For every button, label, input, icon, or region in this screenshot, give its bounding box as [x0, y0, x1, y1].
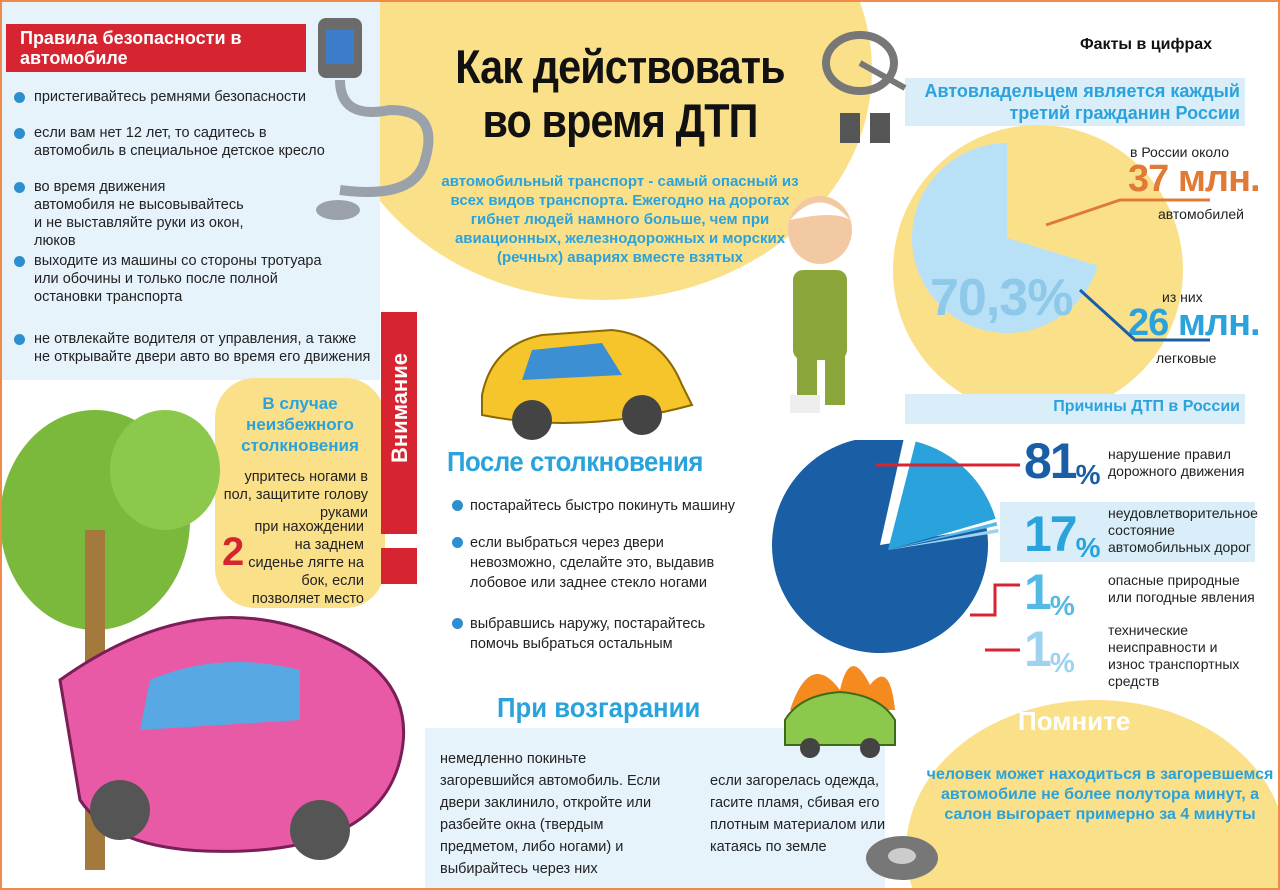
yellow-car-illustration: [462, 305, 702, 445]
tire-icon: [862, 830, 942, 885]
after-item: постарайтесь быстро покинуть машину: [452, 496, 752, 516]
remember-title: Помните: [1018, 706, 1131, 736]
rule-item: если вам нет 12 лет, то садитесь в автомобиль в специальное детское кресло: [14, 124, 344, 160]
cause-callout-lines: [870, 455, 1030, 665]
bullet-icon: [14, 256, 25, 267]
tree-and-car-illustration: [0, 353, 420, 890]
owner-fact: Автовладельцем является каждый третий гражданин России: [924, 81, 1240, 123]
callout-lines: [1040, 180, 1220, 350]
bullet-icon: [14, 128, 25, 139]
bullet-icon: [14, 334, 25, 345]
burning-car-illustration: [770, 650, 910, 760]
total-cars-unit: автомобилей: [1158, 206, 1244, 222]
owners-percent: 70,3%: [930, 269, 1073, 327]
bullet-icon: [452, 537, 463, 548]
intro-text: автомобильный транспорт - самый опасный из всех видов транспорта. Ежегодно на дорогах гибнет людей намного больше, чем при авиационных, железнодорожных и морских (речных) авариях вместе взятых: [441, 173, 799, 266]
fire-text-left: немедленно покиньте загоревшийся автомобиль. Если двери заклинило, откройте или разбейте окна (твердым предметом, либо ногами) и выбирайтесь через них: [440, 751, 661, 877]
after-item: если выбраться через двери невозможно, сделайте это, выдавив лобовое или заднее стекло ногами: [452, 533, 752, 593]
rule-item: выходите из машины со стороны тротуара или обочины и только после полной остановки транспорта: [14, 252, 344, 306]
page-title: Как действовать во время ДТП: [455, 40, 785, 147]
steering-wheel-illustration: [810, 18, 920, 148]
total-cars-value: 37 млн.: [1128, 158, 1260, 200]
facts-header: Факты в цифрах: [1080, 36, 1213, 53]
rule-item: не отвлекайте водителя от управления, а также не открывайте двери авто во время его движения: [14, 330, 374, 366]
cause-value-4: $1_{\%}$: [1024, 621, 1073, 678]
bullet-icon: [452, 500, 463, 511]
cause-label-3: опасные природные или погодные явления: [1108, 572, 1255, 605]
cause-label-2: неудовлетворительное состояние автомобильных дорог: [1108, 505, 1258, 555]
attention-label: Внимание: [387, 353, 412, 463]
step-text-2: при нахождении на заднем сиденье лягте на бок, если позволяет место: [248, 519, 364, 607]
injured-person-illustration: [765, 190, 875, 420]
cause-label-1: нарушение правил дорожного движения: [1108, 446, 1245, 479]
fire-title: При возгарании: [497, 692, 701, 723]
step-number-2: 2: [222, 530, 245, 574]
rule-item: пристегивайтесь ремнями безопасности: [14, 88, 364, 106]
cause-value-3: $1_{\%}$: [1024, 564, 1073, 621]
bullet-icon: [14, 92, 25, 103]
of-them-label: из них: [1162, 289, 1203, 305]
cause-label-4: технические неисправности и износ транспортных средств: [1108, 622, 1240, 689]
step-text-1: упритесь ногами в пол, защитите голову руками: [223, 469, 368, 521]
bullet-icon: [14, 182, 25, 193]
after-item: выбравшись наружу, постарайтесь помочь выбраться остальным: [452, 614, 752, 654]
after-collision-title: После столкновения: [447, 446, 703, 477]
passenger-cars-value: 26 млн.: [1128, 302, 1260, 344]
russia-prefix: в России около: [1130, 144, 1230, 160]
cause-value-1: $81_{\%}$: [1024, 433, 1099, 490]
fire-text-right: если загорелась одежда, гасите пламя, сбивая его плотным материалом или катаясь по земле: [710, 773, 886, 855]
bullet-icon: [452, 618, 463, 629]
collision-title: В случае неизбежного столкновения: [241, 394, 359, 455]
passenger-cars-unit: легковые: [1156, 350, 1217, 366]
remember-text: человек может находиться в загоревшемся автомобиле не более полутора минут, а салон выгорает примерно за 4 минуты: [926, 766, 1274, 823]
causes-title: Причины ДТП в России: [1053, 398, 1240, 415]
cause-value-2: $17_{\%}$: [1024, 506, 1099, 563]
rule-item: во время движения автомобиля не высовывайтесь и не выставляйте руки из окон, люков: [14, 178, 244, 250]
rules-header: Правила безопасности в автомобиле: [6, 24, 306, 72]
